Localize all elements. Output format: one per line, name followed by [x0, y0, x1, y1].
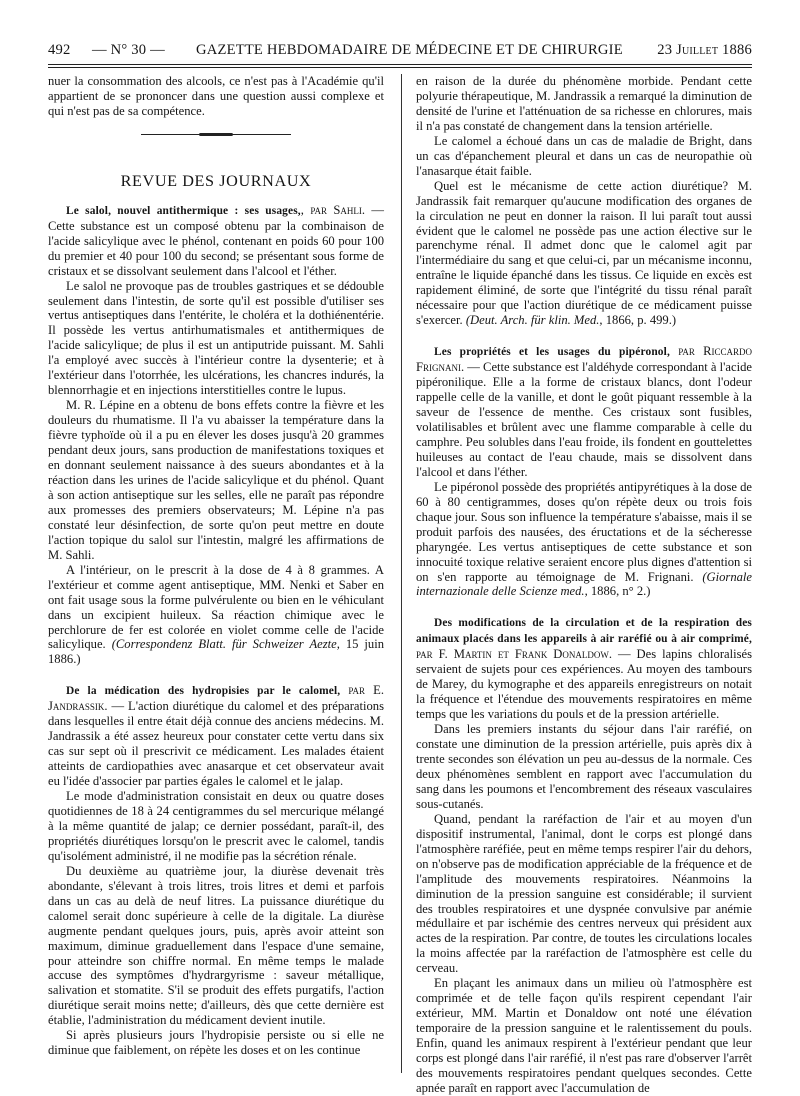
salol-paragraph-1: Le salol, nouvel antithermique : ses usages,, par Sahli. — Cette substance est un composé obtenu par la combinaison de l'acide salicylique avec le phénol, contenant en poids 60 pour 100 du premier et 40 pour 100 du second; se présentant sous forme de cristaux et se dissolvant seulement dans l'alcool et l'éther. — [48, 202, 384, 278]
calomel-source: (Deut. Arch. für klin. Med., — [465, 313, 603, 328]
respiration-paragraph-1: Des modifications de la circulation et de la respiration des animaux placés dans les appareils à air raréfié ou à air comprimé, par F. Martin et Frank Donaldow. — Des lapins chloralisés servaient de sujets pour ces expériences. Au moyen des tambours de Marey, du kymographe et des appareils enregistreurs on notait la fréquence et l'étendue des mouvements respiratoires en même temps que les variations du pouls et de la pression artérielle. — [416, 617, 752, 722]
issue-number: — N° 30 — — [92, 42, 165, 58]
header-rule-top — [48, 64, 752, 65]
piperonol-author: par Riccardo Frignani. — [416, 344, 752, 375]
running-header — [48, 40, 752, 64]
header-rule-bottom — [48, 67, 752, 68]
calomel-paragraph-4: Si après plusieurs jours l'hydropisie persiste ou si elle ne diminue que faiblement, on répète les doses et on les continue — [48, 1028, 384, 1058]
salol-paragraph-3: M. R. Lépine en a obtenu de bons effets contre la fièvre et les douleurs du rhumatisme. Il l'a vu abaisser la température dans la fièvre typhoïde où il a pu en élever les doses jusqu'à 20 grammes pendant deux jours, sans production de manifestations toxiques et en donnant seulement naissance à des sueurs abondantes et à la réaction dans les urines de l'acide salicylique et du phénol. Quant à son action antiseptique sur les selles, elle ne paraît pas répondre aux promesses des premiers observateurs; M. Lépine n'a pas constaté leur désinfection, de sorte qu'on peut mettre en doute l'action topique du salol sur l'intestin, malgré les affirmations de M. Sahli. — [48, 398, 384, 562]
salol-paragraph-2: Le salol ne provoque pas de troubles gastriques et se dédouble seulement dans l'intestin, de sorte qu'il est possible d'utiliser ses vertus antiseptiques dans l'entérite, le choléra et la dothiénentérie. Il possède les vertus antirhumatismales et antithermiques de l'acide salicylique; de plus il est un antiputride puissant. M. Sahli l'a employé avec succès à l'intérieur contre la dysenterie; et à l'extérieur dans l'otorrhée, les ulcérations, les chancres indurés, la blennorrhagie et en injections interstitielles contre le lupus. — [48, 278, 384, 398]
calomel-continued-paragraph-2: Le calomel a échoué dans un cas de maladie de Bright, dans un cas d'épanchement pleural et dans un cas de neuropathie où l'anasarque était faible. — [416, 133, 752, 178]
page-number: 492 — [48, 42, 71, 58]
piperonol-article-title: Les propriétés et les usages du pipéronol, — [434, 346, 670, 359]
salol-paragraph-4: A l'intérieur, on le prescrit à la dose de 4 à 8 grammes. A l'extérieur et comme agent antiseptique, MM. Nenki et Saber en ont fait usage sous la forme pulvérulente ou bien en le véhiculant dans un excipient huileux. Sa réaction chimique avec le perchlorure de fer est colorée en violet comme celle de l'acide salicylique. (Correspondenz Blatt. für Schweizer Aezte, 15 juin 1886.) — [48, 562, 385, 667]
respiration-paragraph-3: Quand, pendant la raréfaction de l'air et au moyen d'un dispositif instrumental, l'animal, dont le corps est plongé dans l'atmosphère raréfiée, peut en même temps respirer l'air du dehors, on n'observe pas de modification appréciable de la fréquence et de l'amplitude des mouvements respiratoires. Néanmoins la diminution de la pression sanguine est considérable; il survient des troubles respiratoires et une dyspnée convulsive par anémie médullaire et par ischémie des centres nerveux qui président aux actes de la respiration. Par contre, de toutes les circulations locales la moins affectée par la raréfaction de l'atmosphère est celle du cerveau. — [416, 811, 752, 976]
calomel-author: par E. Jandrassik. — [48, 683, 384, 714]
piperonol-source-date: 1886, n° 2.) — [587, 584, 651, 599]
salol-source-date: 15 juin 1886.) — [48, 637, 385, 667]
right-column — [416, 74, 752, 1096]
salol-author: , par Sahli. — [300, 202, 366, 217]
respiration-paragraph-2: Dans les premiers instants du séjour dans l'air raréfié, on constate une diminution de la pression artérielle, puis après dix à trente secondes son élévation un peu au-dessus de la normale. Ces deux phénomènes semblent en rapport avec l'accumulation du sang dans les poumons et l'encombrement des réseaux vasculaires sous-cutanés. — [416, 722, 752, 811]
journal-title: GAZETTE HEBDOMADAIRE DE MÉDECINE ET DE CHIRURGIE — [196, 42, 623, 58]
section-title: REVUE DES JOURNAUX — [120, 171, 312, 190]
calomel-paragraph-1: De la médication des hydropisies par le calomel, par E. Jandrassik. — L'action diurétique du calomel et des préparations dans lesquelles il entre était déjà connue des anciens médecins. M. Jandrassik a été assez heureux pour constater cette vertu dans six cas sur sept où il prescrivit ce médicament. Les malades étaient atteints de cardiopathies avec anasarque et cet observateur avait eu l'idée d'associer par parties égales le calomel et le jalap. — [48, 683, 384, 789]
calomel-paragraph-2: Le mode d'administration consistait en deux ou quatre doses quotidiennes de 18 à 24 centigrammes du sel mercurique mélangé à la même quantité de jalap; ce dernier possédant, paraît-il, des propriétés diurétiques lorsqu'on le prescrit avec le calomel, tandis qu'isolément administré, il ne modifie pas la sécrétion rénale. — [48, 789, 384, 863]
column-divider — [401, 74, 402, 1073]
respiration-paragraph-4: En plaçant les animaux dans un milieu où l'atmosphère est comprimée et de telle façon qu'ils respirent cependant l'air extérieur, MM. Martin et Donaldow ont noté une élévation temporaire de la pression sanguine et le ralentissement du pouls. Enfin, quand les animaux respirent à l'extérieur pendant que leur corps est plongé dans l'air raréfié, il n'est pas rare d'observer l'arrêt des mouvements respiratoires pendant quelques secondes. Cette apnée paraît en rapport avec l'accumulation de — [416, 976, 752, 1095]
salol-article-title: Le salol, nouvel antithermique : ses usages, — [66, 204, 301, 217]
calomel-continued-paragraph-3: Quel est le mécanisme de cette action diurétique? M. Jandrassik fait remarquer qu'aucune modification des organes de la circulation ne peut en donner la raison. Il lui paraît tout aussi évident que le calomel ne possède pas une action élective sur le parenchyme rénal. Il admet donc que le calomel agit par l'intermédiaire du sang et que celui-ci, par un mécanisme inconnu, entraîne le liquide épanché dans les tissus. Ce liquide en excès est rapidement éliminé, de sorte que l'intégrité du tissu rénal paraît nécessaire pour que l'action diurétique de ce médicament puisse s'exercer. (Deut. Arch. für klin. Med., 1866, p. 499.) — [416, 178, 752, 328]
issue-date: 23 Juillet 1886 — [657, 42, 752, 58]
calomel-paragraph-3: Du deuxième au quatrième jour, la diurèse devenait très abondante, s'élevant à trois litres, trois litres et demi et parfois dans un cas au delà de neuf litres. La puissance diurétique du calomel serait donc supérieure à celle de la digitale. La diurèse augmente pendant quelques jours, puis, après avoir atteint son maximum, diminue graduellement dans l'espace d'une semaine, pour atteindre son chiffre normal. En même temps le malade accuse des symptômes d'hydrargyrisme : saveur métallique, salivation et stomatite. S'il se produit des effets purgatifs, l'action diurétique serait moins nette; d'ailleurs, dès que cette dernière est établie, l'administration du médicament devient inutile. — [48, 863, 384, 1028]
piperonol-paragraph-1: Les propriétés et les usages du pipéronol, par Riccardo Frignani. — Cette substance est l'aldéhyde correspondant à l'acide pipéronilique. Elle a la forme de cristaux blancs, dont l'odeur rappelle celle de la vanille, et dont le goût piquant ressemble à la saveur de l'essence de menthe. Ces cristaux sont fusibles, volatilisables et brûlent avec une flamme comparable à celle du camphre. Peu solubles dans l'eau froide, ils fondent en gouttelettes huileuses au contact de l'eau chaude, mais se dissolvent dans l'alcool et dans l'éther. — [416, 344, 752, 479]
calomel-source-date: 1866, p. 499.) — [602, 313, 677, 328]
piperonol-source: (Giornale internazionale delle Scienze med., — [416, 569, 753, 599]
intro-paragraph: nuer la consommation des alcools, ce n'est pas à l'Académie qu'il appartient de se prononcer dans une question aussi complexe et qui n'est pas de sa compétence. — [48, 74, 384, 118]
respiration-article-title: Des modifications de la circulation et de la respiration des animaux placés dans les appareils à air raréfié ou à air comprimé, — [416, 617, 752, 646]
piperonol-paragraph-2: Le pipéronol possède des propriétés antipyrétiques à la dose de 60 à 80 centigrammes, doses qu'on répète deux ou trois fois chaque jour. Sous son influence la température s'abaisse, mais il se produit parfois des nausées, des éructations et de la sécheresse pharyngée. Les vertus antiseptiques de cette substance et son innocuité toxique relative seraient encore plus dignes d'attention si on s'en rapporte au témoignage de M. Frignani. (Giornale internazionale delle Scienze med., 1886, n° 2.) — [416, 479, 753, 599]
left-column — [48, 74, 384, 1058]
respiration-author: par F. Martin et Frank Donaldow. — [416, 647, 613, 662]
calomel-continued-paragraph-1: en raison de la durée du phénomène morbide. Pendant cette polyurie thérapeutique, M. Jandrassik a remarqué la diminution de densité de l'urine et l'atténuation de sa richesse en chlorures, mais il n'a pas constaté de changement dans la tension artérielle. — [416, 74, 752, 133]
salol-source: (Correspondenz Blatt. für Schweizer Aezte, — [111, 637, 340, 652]
section-separator-ornament — [141, 133, 291, 136]
calomel-article-title: De la médication des hydropisies par le calomel, — [66, 685, 341, 698]
